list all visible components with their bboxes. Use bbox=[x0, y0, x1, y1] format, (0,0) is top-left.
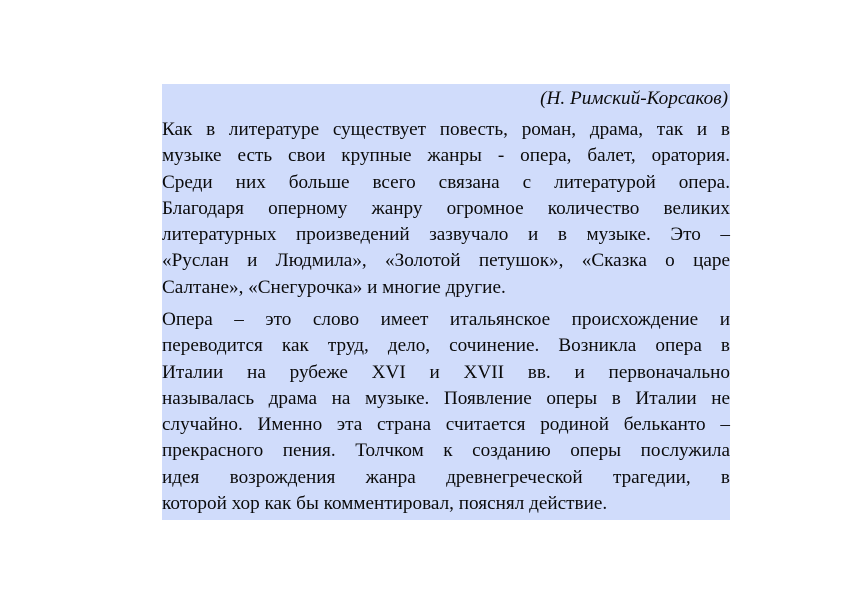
text-line: которой хор как бы комментировал, пояснял действие. bbox=[162, 493, 608, 515]
paragraph-2 bbox=[162, 307, 730, 517]
text-line: музыке есть свои крупные жанры - опера, балет, оратория. bbox=[162, 145, 730, 167]
attribution: (Н. Римский-Корсаков) bbox=[540, 88, 728, 109]
text-line: Опера – это слово имеет итальянское происхождение и bbox=[162, 309, 730, 330]
text-line: Как в литературе существует повесть, роман, драма, так и в bbox=[162, 119, 730, 140]
text-line: переводится как труд, дело, сочинение. Возникла опера в bbox=[162, 335, 730, 357]
text-line: Италии на рубеже XVI и XVII вв. и первоначально bbox=[162, 361, 730, 383]
paragraph-1 bbox=[162, 117, 730, 301]
text-line: идея возрождения жанра древнегреческой трагедии, в bbox=[162, 466, 730, 488]
text-line: Благодаря оперному жанру огромное количество великих bbox=[162, 197, 730, 219]
text-line: Салтане», «Снегурочка» и многие другие. bbox=[162, 276, 506, 298]
text-line: называлась драма на музыке. Появление оперы в Италии не bbox=[162, 387, 730, 409]
text-line: прекрасного пения. Толчком к созданию оперы послужила bbox=[162, 440, 730, 462]
text-box bbox=[162, 84, 730, 520]
text-line: «Руслан и Людмила», «Золотой петушок», «Сказка о царе bbox=[162, 250, 730, 272]
text-line: Среди них больше всего связана с литературой опера. bbox=[162, 171, 730, 193]
text-line: случайно. Именно эта страна считается родиной бельканто – bbox=[162, 414, 730, 436]
text-line: литературных произведений зазвучало и в музыке. Это – bbox=[162, 224, 730, 246]
